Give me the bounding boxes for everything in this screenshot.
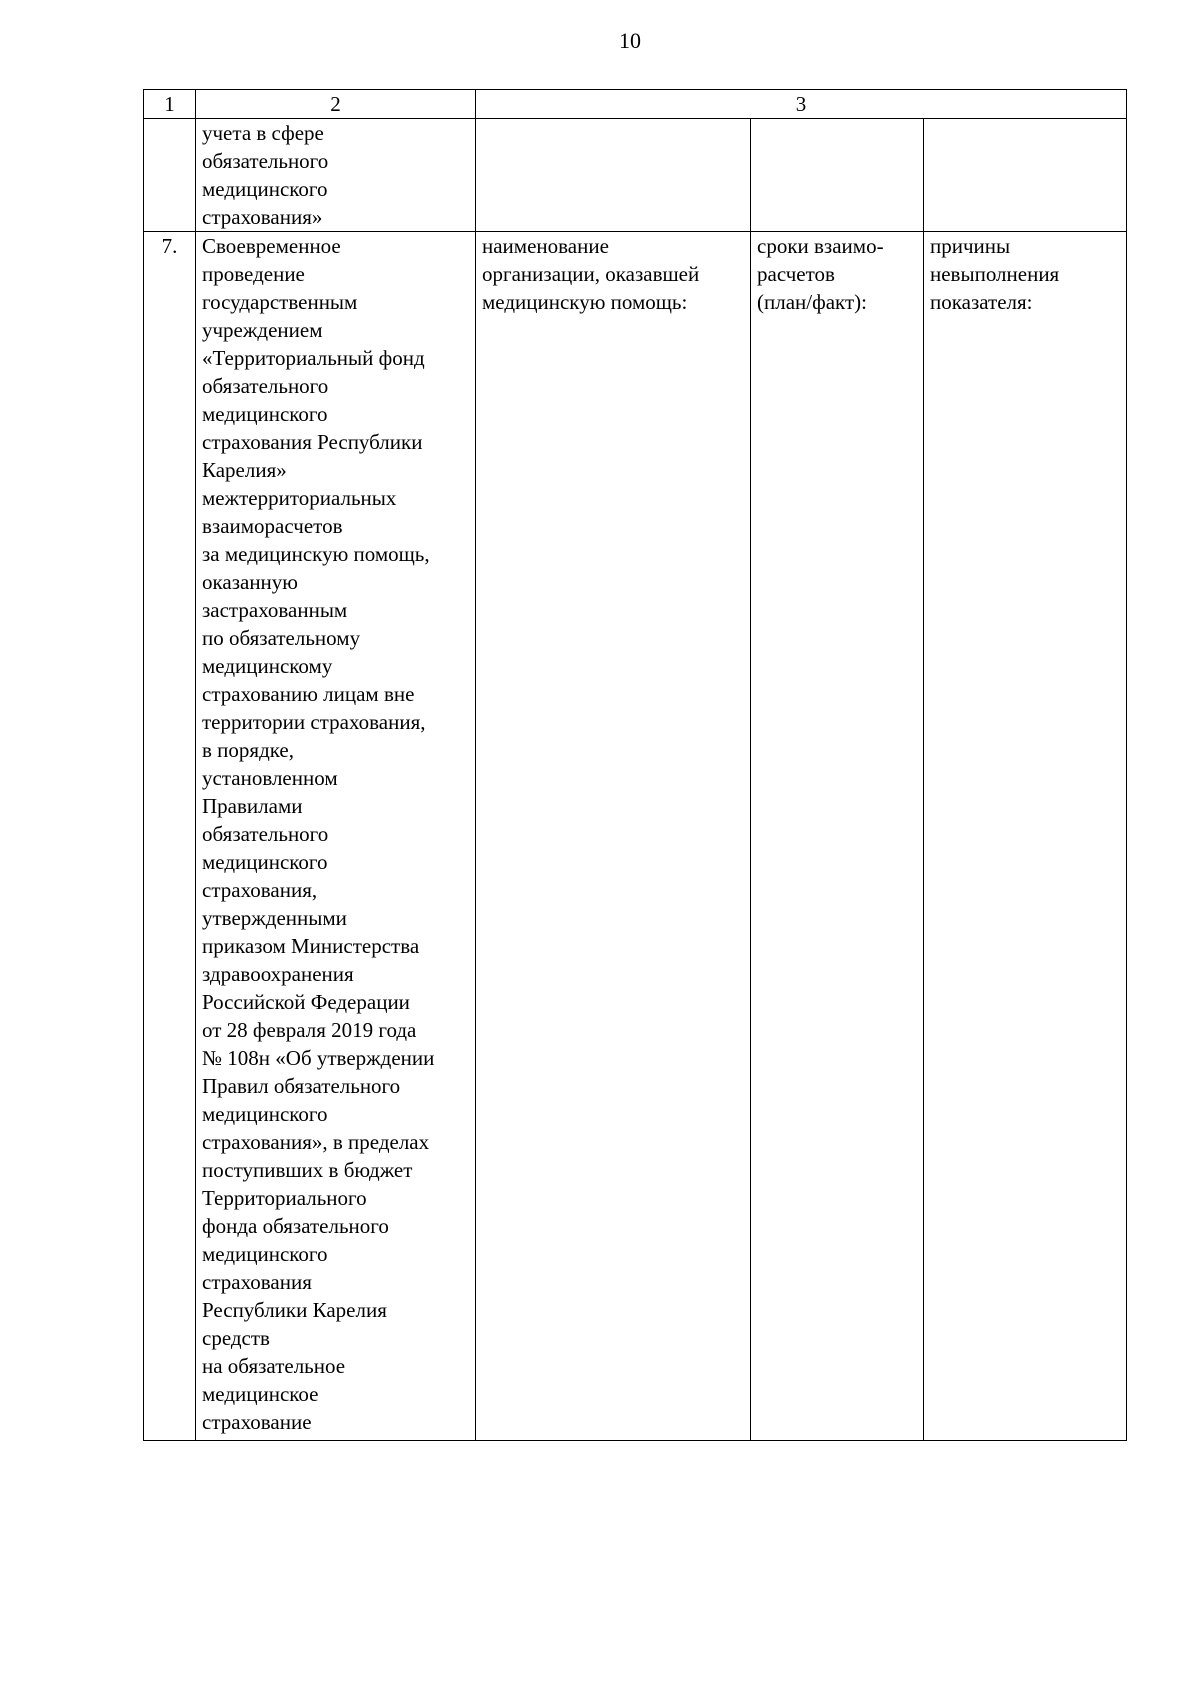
empty-cell xyxy=(751,119,924,232)
text-line: поступивших в бюджет xyxy=(202,1158,413,1182)
text-line: учреждением xyxy=(202,318,323,342)
text-line: страхованию лицам вне xyxy=(202,682,415,706)
settlement-terms-cell xyxy=(751,232,924,1441)
text-line: медицинского xyxy=(202,1242,328,1266)
header-col-2: 2 xyxy=(196,90,476,119)
text-line: (план/факт): xyxy=(757,290,867,314)
text-line: здравоохранения xyxy=(202,962,354,986)
non-fulfillment-reasons-cell xyxy=(924,232,1127,1441)
text-line: медицинское xyxy=(202,1382,319,1406)
text-line: территории страхования, xyxy=(202,710,426,734)
table-row xyxy=(144,119,1127,232)
empty-cell xyxy=(476,119,751,232)
organization-name-cell xyxy=(476,232,751,1441)
text-line: невыполнения xyxy=(930,262,1060,286)
text-line: причины xyxy=(930,234,1011,258)
text-line: Российской Федерации xyxy=(202,990,410,1014)
text-line: средств xyxy=(202,1326,270,1350)
text-line: Своевременное xyxy=(202,234,341,258)
text-line: Правилами xyxy=(202,794,303,818)
text-line: межтерриториальных xyxy=(202,486,397,510)
text-line: организации, оказавшей xyxy=(482,262,700,286)
text-line: медицинского xyxy=(202,402,328,426)
text-line: Карелия» xyxy=(202,458,287,482)
text-line: Правил обязательного xyxy=(202,1074,401,1098)
text-line: утвержденными xyxy=(202,906,347,930)
text-line: обязательного xyxy=(202,822,329,846)
text-line: страхования» xyxy=(202,205,323,229)
table-header-row xyxy=(144,90,1127,119)
text-line: № 108н «Об утверждении xyxy=(202,1046,435,1070)
text-line: на обязательное xyxy=(202,1354,346,1378)
text-line: страхование xyxy=(202,1410,312,1434)
text-line: взаиморасчетов xyxy=(202,514,343,538)
indicator-description-cell xyxy=(196,232,476,1441)
empty-cell xyxy=(924,119,1127,232)
text-line: фонда обязательного xyxy=(202,1214,389,1238)
indicators-table xyxy=(143,89,1127,1441)
row-number-cell xyxy=(144,119,196,232)
text-line: по обязательному xyxy=(202,626,361,650)
text-line: оказанную xyxy=(202,570,298,594)
text-line: установленном xyxy=(202,766,338,790)
text-line: Республики Карелия xyxy=(202,1298,387,1322)
header-col-1: 1 xyxy=(144,90,196,119)
text-line: наименование xyxy=(482,234,609,258)
text-line: от 28 февраля 2019 года xyxy=(202,1018,417,1042)
text-line: медицинского xyxy=(202,177,328,201)
text-line: застрахованным xyxy=(202,598,348,622)
text-line: проведение xyxy=(202,262,305,286)
text-line: медицинского xyxy=(202,850,328,874)
text-line: приказом Министерства xyxy=(202,934,420,958)
text-line: медицинского xyxy=(202,1102,328,1126)
text-line: страхования Республики xyxy=(202,430,423,454)
text-line: в порядке, xyxy=(202,738,294,762)
header-col-3: 3 xyxy=(476,90,1127,119)
text-line: Территориального xyxy=(202,1186,367,1210)
text-line: медицинскому xyxy=(202,654,333,678)
text-line: медицинскую помощь: xyxy=(482,290,688,314)
text-line: страхования», в пределах xyxy=(202,1130,430,1154)
text-line: показателя: xyxy=(930,290,1033,314)
row-number-cell: 7. xyxy=(144,232,196,1441)
text-line: обязательного xyxy=(202,374,329,398)
text-line: обязательного xyxy=(202,149,329,173)
text-line: страхования xyxy=(202,1270,312,1294)
text-line: расчетов xyxy=(757,262,835,286)
text-line: «Территориальный фонд xyxy=(202,346,425,370)
text-line: государственным xyxy=(202,290,358,314)
continued-description-cell xyxy=(196,119,476,232)
text-line: за медицинскую помощь, xyxy=(202,542,430,566)
text-line: страхования, xyxy=(202,878,318,902)
page-number: 10 xyxy=(619,28,641,53)
table-row xyxy=(144,232,1127,1441)
text-line: учета в сфере xyxy=(202,121,324,145)
text-line: сроки взаимо- xyxy=(757,234,884,258)
